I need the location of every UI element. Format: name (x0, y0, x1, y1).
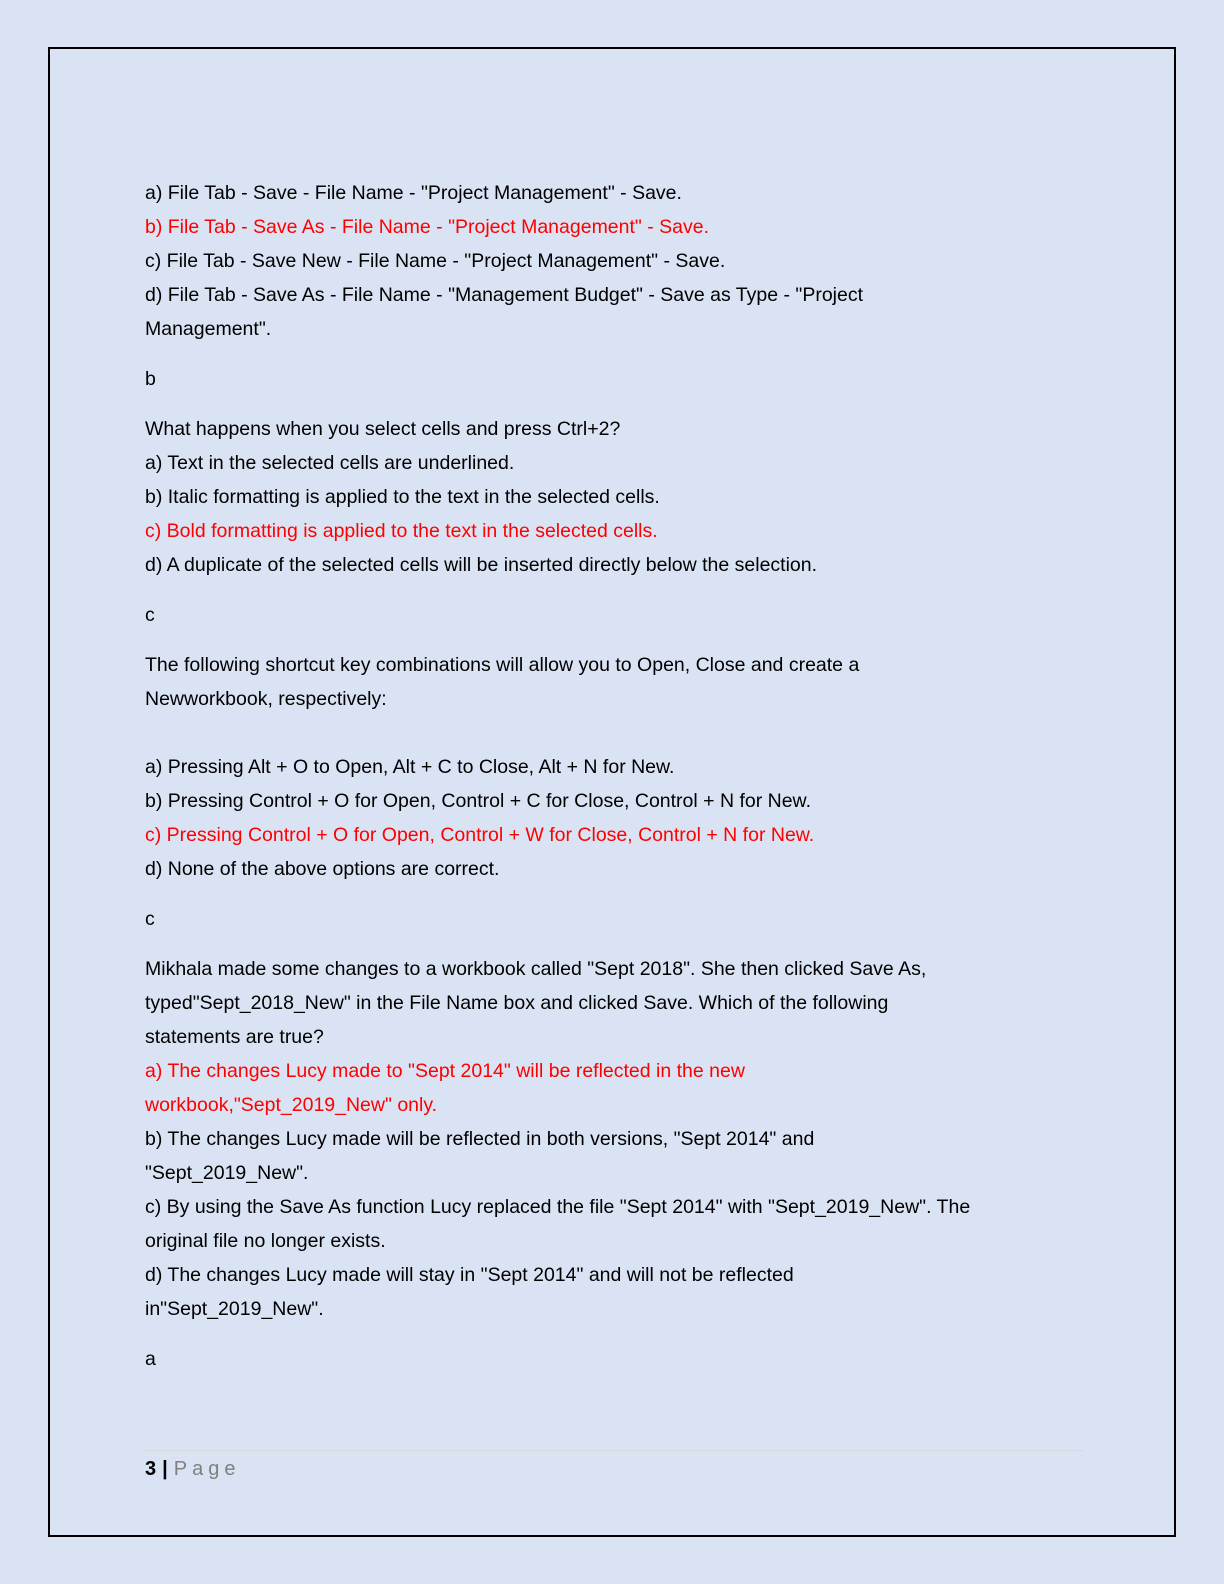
option-line: c) By using the Save As function Lucy replaced the file "Sept 2014" with "Sept_2019_New". The (145, 1196, 971, 1218)
option-line: a) Text in the selected cells are underlined. (145, 452, 515, 474)
option-line-correct: b) File Tab - Save As - File Name - "Project Management" - Save. (145, 216, 710, 238)
option-line: a) Pressing Alt + O to Open, Alt + C to Close, Alt + N for New. (145, 756, 675, 778)
option-line: c) File Tab - Save New - File Name - "Project Management" - Save. (145, 250, 726, 272)
question-4-options (145, 1054, 1085, 1326)
option-line: "Sept_2019_New". (145, 1162, 309, 1184)
document-body (145, 176, 1085, 1376)
option-line-correct: c) Pressing Control + O for Open, Control + W for Close, Control + N for New. (145, 824, 815, 846)
option-line: a) File Tab - Save - File Name - "Project Management" - Save. (145, 182, 682, 204)
question-text: Newworkbook, respectively: (145, 688, 387, 710)
question-text: Mikhala made some changes to a workbook called "Sept 2018". She then clicked Save As, (145, 958, 927, 980)
question-3-options (145, 750, 1085, 886)
page-number: 3 (145, 1458, 157, 1480)
question-text: What happens when you select cells and press Ctrl+2? (145, 418, 621, 440)
option-line: d) File Tab - Save As - File Name - "Management Budget" - Save as Type - "Project (145, 284, 864, 306)
page-label: Page (173, 1458, 241, 1480)
answer-key: b (145, 368, 156, 390)
option-line-correct: a) The changes Lucy made to "Sept 2014" will be reflected in the new (145, 1060, 745, 1082)
answer-key: a (145, 1348, 156, 1370)
question-text: statements are true? (145, 1026, 324, 1048)
option-line: d) None of the above options are correct. (145, 858, 500, 880)
option-line: b) Italic formatting is applied to the text in the selected cells. (145, 486, 660, 508)
answer-key: c (145, 908, 155, 930)
option-line: original file no longer exists. (145, 1230, 386, 1252)
option-line: Management". (145, 318, 272, 340)
question-text: typed"Sept_2018_New" in the File Name box and clicked Save. Which of the following (145, 992, 889, 1014)
option-line-correct: c) Bold formatting is applied to the text in the selected cells. (145, 520, 658, 542)
question-text: The following shortcut key combinations will allow you to Open, Close and create a (145, 654, 860, 676)
option-line-correct: workbook,"Sept_2019_New" only. (145, 1094, 438, 1116)
question-1-options (145, 176, 1085, 346)
footer-divider (144, 1450, 1084, 1451)
question-2-options (145, 446, 1085, 582)
footer-separator: | (162, 1458, 168, 1480)
option-line: d) A duplicate of the selected cells will be inserted directly below the selection. (145, 554, 818, 576)
page-footer (145, 1452, 240, 1486)
option-line: d) The changes Lucy made will stay in "Sept 2014" and will not be reflected (145, 1264, 794, 1286)
option-line: b) Pressing Control + O for Open, Control + C for Close, Control + N for New. (145, 790, 811, 812)
answer-key: c (145, 604, 155, 626)
option-line: in"Sept_2019_New". (145, 1298, 324, 1320)
option-line: b) The changes Lucy made will be reflected in both versions, "Sept 2014" and (145, 1128, 815, 1150)
